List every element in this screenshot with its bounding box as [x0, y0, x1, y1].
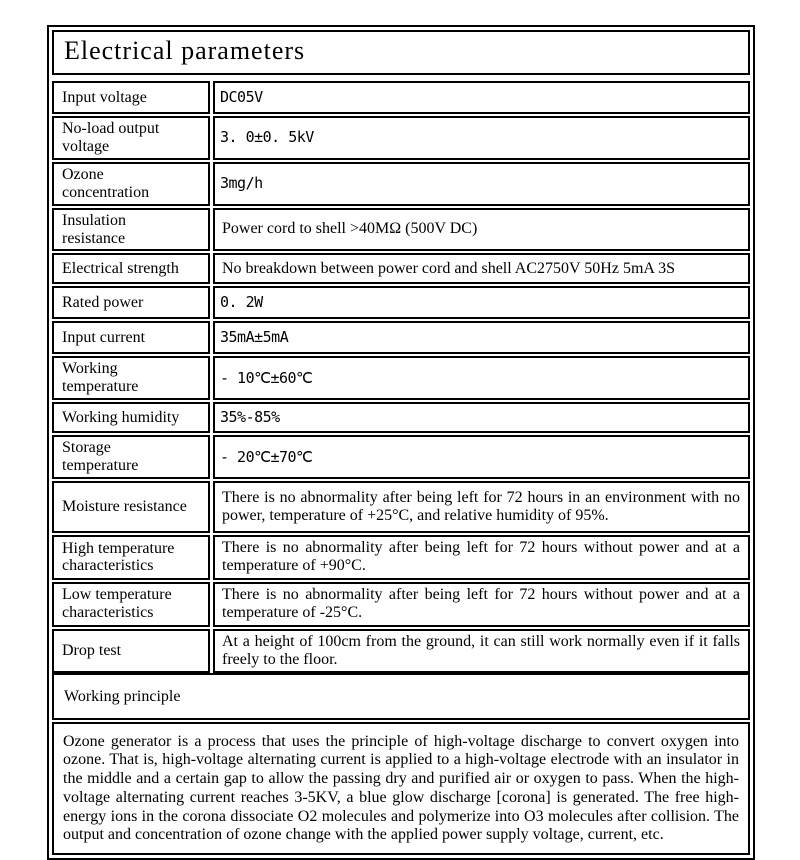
- param-value: 3. 0±0. 5kV: [213, 116, 750, 160]
- working-principle-paragraph: Ozone generator is a process that uses the principle of high-voltage discharge to convert oxygen into ozone. That is, high-voltage alternating current is applied to a high-voltage electrode with an insulator in the middle and a certain gap to allow the passing dry and purified air or oxygen to pass. When the high-voltage alternating current reaches 3-5KV, a blue glow discharge [corona] is generated. The free high-energy ions in the corona dissociate O2 molecules and polymerize into O3 molecules after collision. The output and concentration of ozone change with the applied power supply voltage, current, etc.: [52, 722, 750, 855]
- param-value: - 20℃±70℃: [213, 435, 750, 479]
- table-title-row: [52, 30, 750, 75]
- parameter-rows: [52, 81, 750, 673]
- section-header-row: [52, 673, 750, 720]
- param-label: Storage temperature: [52, 435, 210, 479]
- param-row: [52, 629, 750, 674]
- param-label: Working humidity: [52, 402, 210, 433]
- param-row: [52, 116, 750, 160]
- param-value: There is no abnormality after being left for 72 hours without power and at a temperature of -25°C.: [213, 582, 750, 627]
- param-row: [52, 356, 750, 400]
- param-value: - 10℃±60℃: [213, 356, 750, 400]
- param-row: [52, 435, 750, 479]
- section-header-working-principle: Working principle: [52, 673, 750, 720]
- electrical-parameters-table: [47, 25, 755, 860]
- param-value: At a height of 100cm from the ground, it can still work normally even if it falls freely to the floor.: [213, 629, 750, 674]
- param-row: [52, 481, 750, 533]
- param-value: Power cord to shell >40MΩ (500V DC): [213, 208, 750, 252]
- param-label: Low temperature characteristics: [52, 582, 210, 627]
- param-value: 3mg/h: [213, 162, 750, 206]
- param-label: Ozone concentration: [52, 162, 210, 206]
- param-label: Input current: [52, 321, 210, 354]
- param-row: [52, 81, 750, 114]
- param-value: No breakdown between power cord and shell AC2750V 50Hz 5mA 3S: [213, 253, 750, 284]
- table-title: Electrical parameters: [52, 30, 750, 75]
- param-value: 35mA±5mA: [213, 321, 750, 354]
- param-label: Working temperature: [52, 356, 210, 400]
- param-row: [52, 162, 750, 206]
- param-row: [52, 535, 750, 580]
- param-value: There is no abnormality after being left for 72 hours in an environment with no power, temperature of +25°C, and relative humidity of 95%.: [213, 481, 750, 533]
- param-value: 35%-85%: [213, 402, 750, 433]
- param-row: [52, 208, 750, 252]
- param-label: Drop test: [52, 629, 210, 674]
- param-label: Insulation resistance: [52, 208, 210, 252]
- param-row: [52, 402, 750, 433]
- param-row: [52, 582, 750, 627]
- spec-sheet: [47, 25, 755, 860]
- param-row: [52, 321, 750, 354]
- param-label: Rated power: [52, 286, 210, 319]
- param-label: Electrical strength: [52, 253, 210, 284]
- paragraph-row: [52, 722, 750, 855]
- param-row: [52, 253, 750, 284]
- param-value: DC05V: [213, 81, 750, 114]
- param-label: No-load output voltage: [52, 116, 210, 160]
- param-label: Moisture resistance: [52, 481, 210, 533]
- param-value: 0. 2W: [213, 286, 750, 319]
- param-label: Input voltage: [52, 81, 210, 114]
- param-value: There is no abnormality after being left for 72 hours without power and at a temperature of +90°C.: [213, 535, 750, 580]
- param-label: High temperature characteristics: [52, 535, 210, 580]
- param-row: [52, 286, 750, 319]
